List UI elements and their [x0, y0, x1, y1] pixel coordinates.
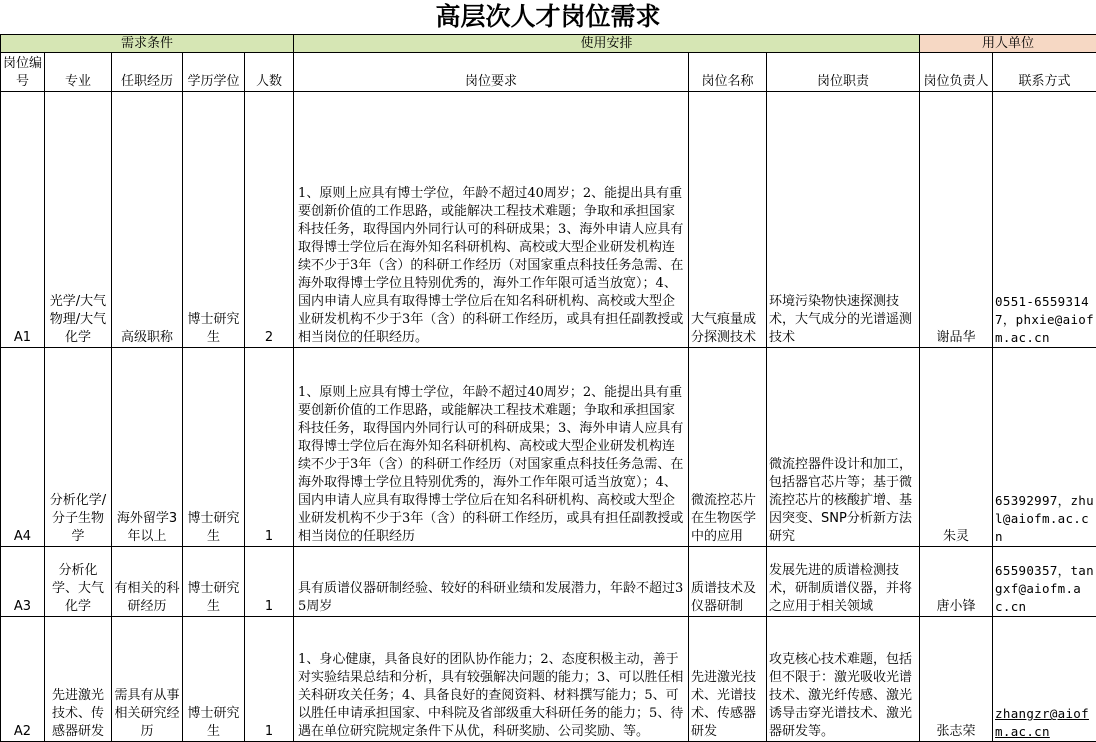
header-major: 专业 [45, 53, 112, 92]
section-requirements: 需求条件 [1, 35, 294, 53]
cell-code: A1 [1, 92, 45, 348]
header-requirements: 岗位要求 [294, 53, 689, 92]
header-code: 岗位编号 [1, 53, 45, 92]
section-row [1, 35, 1096, 53]
header-position-name: 岗位名称 [689, 53, 767, 92]
header-contact-person: 岗位负责人 [920, 53, 993, 92]
header-count: 人数 [245, 53, 294, 92]
cell-experience: 有相关的科研经历 [112, 547, 183, 617]
positions-table [0, 34, 1096, 742]
cell-count: 1 [245, 547, 294, 617]
cell-position-name: 质谱技术及仪器研制 [689, 547, 767, 617]
cell-degree: 博士研究生 [183, 348, 245, 547]
cell-position-name: 先进激光技术、光谱技术、传感器研发 [689, 617, 767, 742]
cell-contact-person: 谢品华 [920, 92, 993, 348]
cell-position-name: 大气痕量成分探测技术 [689, 92, 767, 348]
cell-degree: 博士研究生 [183, 617, 245, 742]
cell-duties: 发展先进的质谱检测技术，研制质谱仪器，并将之应用于相关领域 [767, 547, 920, 617]
email-link[interactable]: zhangzr@aiofm.ac.cn [993, 617, 1096, 742]
cell-position-name: 微流控芯片在生物医学中的应用 [689, 348, 767, 547]
cell-count: 1 [245, 348, 294, 547]
cell-contact-person: 张志荣 [920, 617, 993, 742]
cell-code: A4 [1, 348, 45, 547]
cell-duties: 环境污染物快速探测技术，大气成分的光谱遥测技术 [767, 92, 920, 348]
cell-count: 2 [245, 92, 294, 348]
header-experience: 任职经历 [112, 53, 183, 92]
cell-degree: 博士研究生 [183, 92, 245, 348]
cell-contact-person: 朱灵 [920, 348, 993, 547]
cell-requirements: 1、身心健康，具备良好的团队协作能力；2、态度积极主动，善于对实验结果总结和分析，具有较强解决问题的能力；3、可以胜任相关科研攻关任务；4、具备良好的查阅资料、材料撰写能力；5、可以胜任申请承担国家、中科院及省部级重大科研任务的能力；5、待遇在单位研究院规定条件下从优，科研奖励、公司奖励、等。 [294, 617, 689, 742]
table-row [1, 348, 1096, 547]
cell-contact-person: 唐小锋 [920, 547, 993, 617]
cell-duties: 攻克核心技术难题，包括但不限于：激光吸收光谱技术、激光纤传感、激光诱导击穿光谱技术、激光器研发等。 [767, 617, 920, 742]
cell-code: A2 [1, 617, 45, 742]
section-employer: 用人单位 [920, 35, 1096, 53]
cell-major: 先进激光技术、传感器研发 [45, 617, 112, 742]
cell-requirements: 1、原则上应具有博士学位，年龄不超过40周岁；2、能提出具有重要创新价值的工作思路，或能解决工程技术难题；争取和承担国家科技任务，取得国内外同行认可的科研成果；3、海外申请人应具有取得博士学位后在海外知名科研机构、高校或大型企业研发机构连续不少于3年（含）的科研工作经历（对国家重点科技任务急需、在海外取得博士学位且特别优秀的，海外工作年限可适当放宽）；4、国内申请人应具有取得博士学位后在知名科研机构、高校或大型企业研发机构不少于3年（含）的科研工作经历，或具有担任副教授或相当岗位的任职经历 [294, 348, 689, 547]
header-row [1, 53, 1096, 92]
cell-major: 光学/大气物理/大气化学 [45, 92, 112, 348]
cell-code: A3 [1, 547, 45, 617]
cell-contact: 65392997，zhul@aiofm.ac.cn [993, 348, 1096, 547]
cell-contact: 65590357，tangxf@aiofm.ac.cn [993, 547, 1096, 617]
cell-count: 1 [245, 617, 294, 742]
cell-experience: 需具有从事相关研究经历 [112, 617, 183, 742]
header-degree: 学历学位 [183, 53, 245, 92]
cell-experience: 海外留学3年以上 [112, 348, 183, 547]
cell-experience: 高级职称 [112, 92, 183, 348]
table-row [1, 617, 1096, 742]
cell-major: 分析化学、大气化学 [45, 547, 112, 617]
cell-requirements: 1、原则上应具有博士学位，年龄不超过40周岁；2、能提出具有重要创新价值的工作思路，或能解决工程技术难题；争取和承担国家科技任务，取得国内外同行认可的科研成果；3、海外申请人应具有取得博士学位后在海外知名科研机构、高校或大型企业研发机构连续不少于3年（含）的科研工作经历（对国家重点科技任务急需、在海外取得博士学位且特别优秀的，海外工作年限可适当放宽）；4、国内申请人应具有取得博士学位后在知名科研机构、高校或大型企业研发机构不少于3年（含）的科研工作经历，或具有担任副教授或相当岗位的任职经历。 [294, 92, 689, 348]
header-duties: 岗位职责 [767, 53, 920, 92]
cell-contact: 0551-65593147，phxie@aiofm.ac.cn [993, 92, 1096, 348]
cell-requirements: 具有质谱仪器研制经验、较好的科研业绩和发展潜力，年龄不超过35周岁 [294, 547, 689, 617]
table-row [1, 547, 1096, 617]
header-contact: 联系方式 [993, 53, 1096, 92]
cell-duties: 微流控器件设计和加工，包括器官芯片等；基于微流控芯片的核酸扩增、基因突变、SNP分析新方法研究 [767, 348, 920, 547]
section-arrangement: 使用安排 [294, 35, 920, 53]
table-row [1, 92, 1096, 348]
cell-major: 分析化学/分子生物学 [45, 348, 112, 547]
cell-degree: 博士研究生 [183, 547, 245, 617]
sheet-title: 高层次人才岗位需求 [0, 0, 1096, 35]
